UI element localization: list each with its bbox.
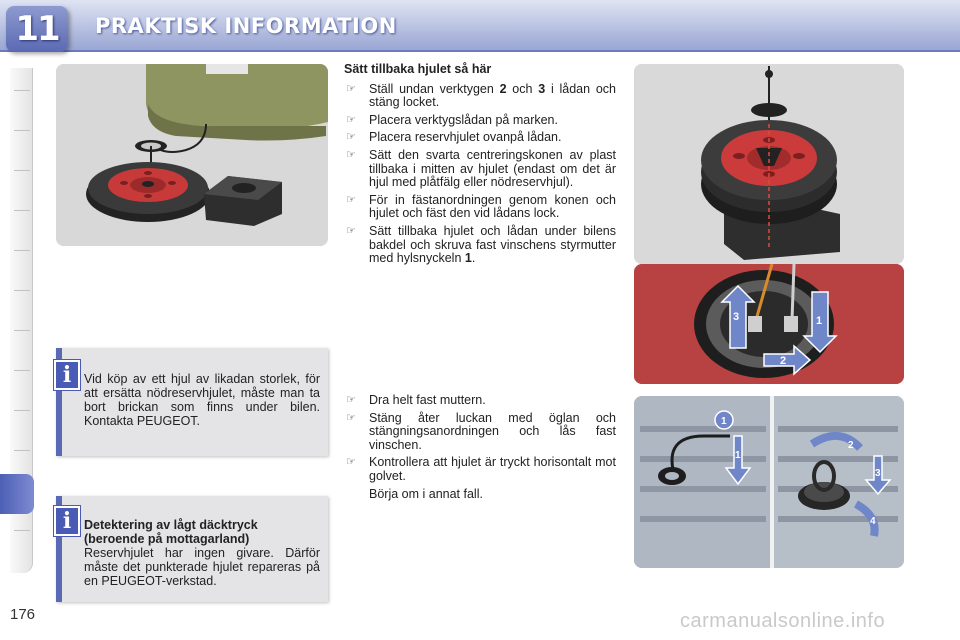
tab-divider [14,370,30,371]
hand-bullet-icon: ☞ [346,148,356,161]
info-icon: i [54,360,80,390]
info-text: Vid köp av ett hjul av likadan storlek, för att ersätta nödreservhjulet, måste man ta bort brickan som finns under bilen. Kontakta PEUGEOT. [84,372,320,428]
info-heading: Detektering av lågt däcktryck (beroende på mottagarland) [84,518,258,546]
step-item: ☞ Placera verktygslådan på marken. [346,112,558,127]
header-divider [0,50,960,52]
instructions-top [344,63,616,270]
arrow-label: 3 [875,468,881,479]
figure-wheel-on-toolbox [634,64,904,264]
hand-bullet-icon: ☞ [346,113,356,126]
closing-note: Börja om i annat fall. [369,486,483,501]
tab-divider [14,330,30,331]
illustration-winch-arrows [634,264,904,384]
figure-spare-wheel-under-car [56,64,328,246]
active-chapter-tab[interactable] [0,474,34,514]
step-item: ☞ Kontrollera att hjulet är tryckt horisontalt mot golvet. [346,455,616,483]
arrow-label: 1 [735,450,741,461]
page-title: PRAKTISK INFORMATION [95,14,397,38]
chapter-number: 11 [15,9,59,49]
steps-list [344,83,616,266]
tab-divider [14,290,30,291]
step-item: ☞ Stäng åter luckan med öglan och stängningsanordningen och lås fast vinschen. [346,410,616,452]
section-heading: Sätt tillbaka hjulet så här [344,62,492,76]
tab-divider [14,530,30,531]
hand-bullet-icon: ☞ [346,131,356,144]
arrow-label: 3 [733,311,740,323]
hand-bullet-icon: ☞ [346,394,356,406]
watermark: carmanualsonline.info [680,610,886,632]
figure-winch-detail [634,264,904,384]
figure-closing-device [634,396,904,568]
hand-bullet-icon: ☞ [346,82,356,95]
step-item: ☞ Ställ undan verktygen 2 och 3 i lådan och stäng locket. [346,81,616,110]
arrow-label: 4 [870,516,876,527]
tab-divider [14,450,30,451]
page-number: 176 [10,606,36,623]
step-item: ☞ Sätt tillbaka hjulet och lådan under bilens bakdel och skruva fast vinschens styrmutter med hylsnyckeln 1. [346,223,616,266]
step-item: ☞ Dra helt fast muttern. [346,393,486,407]
hand-bullet-icon: ☞ [346,411,356,424]
illustration-wheel-assembly [634,64,904,264]
hand-bullet-icon: ☞ [346,193,356,206]
arrow-label: 2 [780,355,787,367]
illustration-car-rear [56,64,328,246]
arrow-label: 1 [816,315,823,327]
steps-list [344,394,616,484]
step-item: ☞ För in fästanordningen genom konen och hjulet och fäst den vid lådans lock. [346,192,616,221]
tab-divider [14,210,30,211]
hand-bullet-icon: ☞ [346,224,356,237]
illustration-trunk-lock [634,396,904,568]
instructions-bottom [344,394,616,501]
tab-divider [14,90,30,91]
step-item: ☞ Placera reservhjulet ovanpå lådan. [346,130,562,145]
arrow-label: 1 [721,416,727,427]
tab-divider [14,170,30,171]
info-text: Reservhjulet har ingen givare. Därför måste det punkterade hjulet repareras på en PEUGEOT-verkstad. [84,546,320,588]
step-item: ☞ Sätt den svarta centreringskonen av plast tillbaka i mitten av hjulet (endast om det är hjul med plåtfälg eller nödreservhjul). [346,147,616,190]
hand-bullet-icon: ☞ [346,456,356,469]
tab-divider [14,250,30,251]
tab-divider [14,410,30,411]
info-icon: i [54,506,80,536]
tab-divider [14,130,30,131]
arrow-label: 2 [848,440,854,451]
